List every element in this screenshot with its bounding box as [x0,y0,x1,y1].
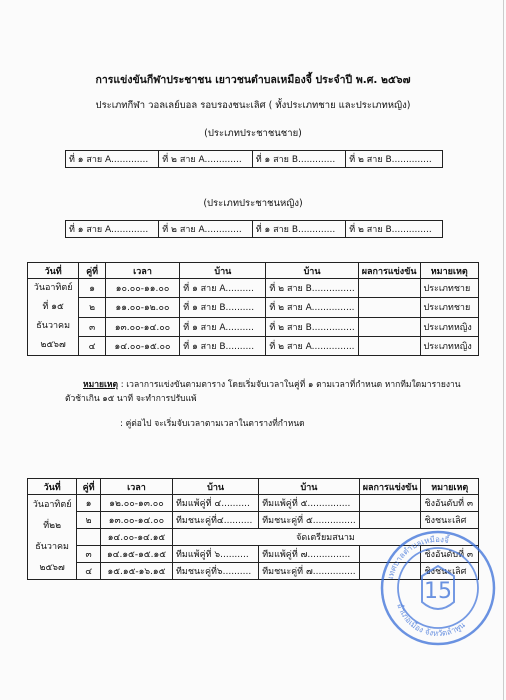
result-cell [359,495,421,512]
date-cell [28,279,79,356]
women-cell: ที่ ๒ สาย A............. [159,221,253,238]
note-cell: ชิงชนะเลิศ [421,512,479,529]
document-title: การแข่งขันกีฬาประชาชน เยาวชนตำบลเหมืองจี้ ประจำปี พ.ศ. ๒๕๖๗ [95,74,411,86]
date-line: ที่๒๒ [43,521,62,531]
home-team: ที่ ๑ สาย A.......... [180,279,266,298]
date-cell [28,495,77,580]
note-cell: ชิงชนะเลิศ [421,563,479,580]
match-time: ๑๓.๐๐-๑๔.๐๐ [105,317,180,336]
date-line: วันอาทิตย์ [32,500,72,510]
women-cell: ที่ ๑ สาย B............. [252,221,345,238]
match-no: ๓ [77,546,101,563]
table-row [28,317,479,336]
date-line: ธันวาคม [36,321,71,331]
home-team: ทีมแพ้คู่ที่ ๔.......... [173,495,259,512]
home-team: ทีมชนะคู่ที่๖.......... [173,563,259,580]
match-no: ๔ [79,336,105,355]
result-cell [358,317,420,336]
note-cell: ประเภทหญิง [420,336,479,355]
away-team: ทีมแพ้คู่ที่ ๗............... [259,546,360,563]
away-team: ทีมแพ้คู่ที่ ๕............... [259,495,360,512]
match-time: ๑๒.๐๐-๑๓.๐๐ [100,495,172,512]
match-no: ๓ [79,317,105,336]
match-no: ๔ [77,563,101,580]
svg-text:เทศบาลตำบลเหมืองจี้: เทศบาลตำบลเหมืองจี้ [385,534,450,580]
away-team: ที่ ๒ สาย A............... [266,298,358,317]
table-row [28,336,479,355]
header-home: บ้าน [173,479,259,495]
match-time: ๑๕.๑๕-๑๖.๑๕ [100,563,172,580]
header-note: หมายเหตุ [421,479,479,495]
table-row [28,495,479,512]
table-row [28,279,479,298]
note-text: : เวลาการแข่งขันตามตาราง โดยเริ่มจับเวลาในคู่ที่ ๑ ตามเวลาที่กำหนด หากทีมใดมารายงาน [118,380,461,390]
header-away: บ้าน [259,479,360,495]
header-time: เวลา [105,263,180,279]
result-cell [359,512,421,529]
header-result: ผลการแข่งขัน [358,263,420,279]
men-cell: ที่ ๑ สาย A............. [66,151,159,168]
break-label: จัดเตรียมสนาม [173,529,479,546]
result-cell [358,279,420,298]
note-cell: ชิงอันดับที่ ๓ [421,495,479,512]
note-line-1 [83,377,461,391]
table-header [28,479,479,495]
away-team: ทีมชนะคู่ที่ ๕............... [259,512,360,529]
document-subtitle: ประเภทกีฬา วอลเลย์บอล รอบรองชนะเลิศ ( ทั้งประเภทชาย และประเภทหญิง) [95,100,411,111]
schedule-table-1 [27,262,479,356]
home-team: ที่ ๑ สาย B.......... [180,298,266,317]
home-team: ที่ ๑ สาย A.......... [180,317,266,336]
match-time: ๑๓.๐๐-๑๔.๐๐ [100,512,172,529]
note-cell: ประเภทชาย [420,298,479,317]
date-line: ๒๕๖๗ [40,340,66,350]
match-time: ๑๐.๐๐-๑๑.๐๐ [105,279,180,298]
note-cell: ประเภทชาย [420,279,479,298]
match-no: ๑ [79,279,105,298]
header-note: หมายเหตุ [420,263,479,279]
break-time: ๑๔.๐๐-๑๔.๑๕ [100,529,172,546]
table-header [28,263,479,279]
note-cell: ประเภทหญิง [420,317,479,336]
date-line: ที่ ๑๕ [42,302,64,312]
note-label: หมายเหตุ [83,380,118,390]
match-time: ๑๔.๑๕-๑๕.๑๕ [100,546,172,563]
result-cell [358,298,420,317]
header-away: บ้าน [266,263,358,279]
header-result: ผลการแข่งขัน [359,479,421,495]
note-cell: ชิงอันดับที่ ๓ [421,546,479,563]
match-no: ๒ [79,298,105,317]
header-date: วันที่ [28,263,79,279]
note-line-2: ตัวช้าเกิน ๑๕ นาที จะทำการปรับแพ้ [65,394,197,404]
match-no: ๑ [77,495,101,512]
svg-text:15: 15 [424,579,452,604]
men-cell: ที่ ๒ สาย A............. [159,151,253,168]
women-cell: ที่ ๒ สาย B.............. [346,221,443,238]
match-time: ๑๔.๐๐-๑๕.๐๐ [105,336,180,355]
home-team: ทีมแพ้คู่ที่ ๖.......... [173,546,259,563]
header-home: บ้าน [180,263,266,279]
men-heading: (ประเภทประชาชนชาย) [204,128,302,139]
home-team: ทีมชนะคู่ที่๔.......... [173,512,259,529]
away-team: ที่ ๒ สาย A............... [266,336,358,355]
home-team: ที่ ๑ สาย B.......... [180,336,266,355]
header-match: คู่ที่ [77,479,101,495]
date-line: ธันวาคม [35,542,69,552]
men-draw-table [65,150,443,168]
women-heading: (ประเภทประชาชนหญิง) [203,198,303,209]
match-no: ๒ [77,512,101,529]
svg-text:อำเภอเมือง จังหวัดลำพูน: อำเภอเมือง จังหวัดลำพูน [395,602,467,639]
result-cell [358,336,420,355]
match-time: ๑๑.๐๐-๑๒.๐๐ [105,298,180,317]
men-cell: ที่ ๒ สาย B.............. [346,151,443,168]
date-line: วันอาทิตย์ [33,283,73,293]
official-stamp [378,528,498,648]
header-date: วันที่ [28,479,77,495]
break-empty [77,529,101,546]
away-team: ที่ ๒ สาย B............... [266,317,358,336]
note-line-3: : คู่ต่อไป จะเริ่มจับเวลาตามเวลาในตารางที่กำหนด [120,419,305,429]
table-row [28,512,479,529]
away-team: ที่ ๒ สาย B............... [266,279,358,298]
header-match: คู่ที่ [79,263,105,279]
away-team: ทีมชนะคู่ที่ ๗............... [259,563,360,580]
men-cell: ที่ ๑ สาย B............. [252,151,345,168]
date-line: ๒๕๖๗ [39,563,65,573]
women-cell: ที่ ๑ สาย A............. [66,221,159,238]
women-draw-table [65,220,443,238]
header-time: เวลา [100,479,172,495]
table-row [28,298,479,317]
